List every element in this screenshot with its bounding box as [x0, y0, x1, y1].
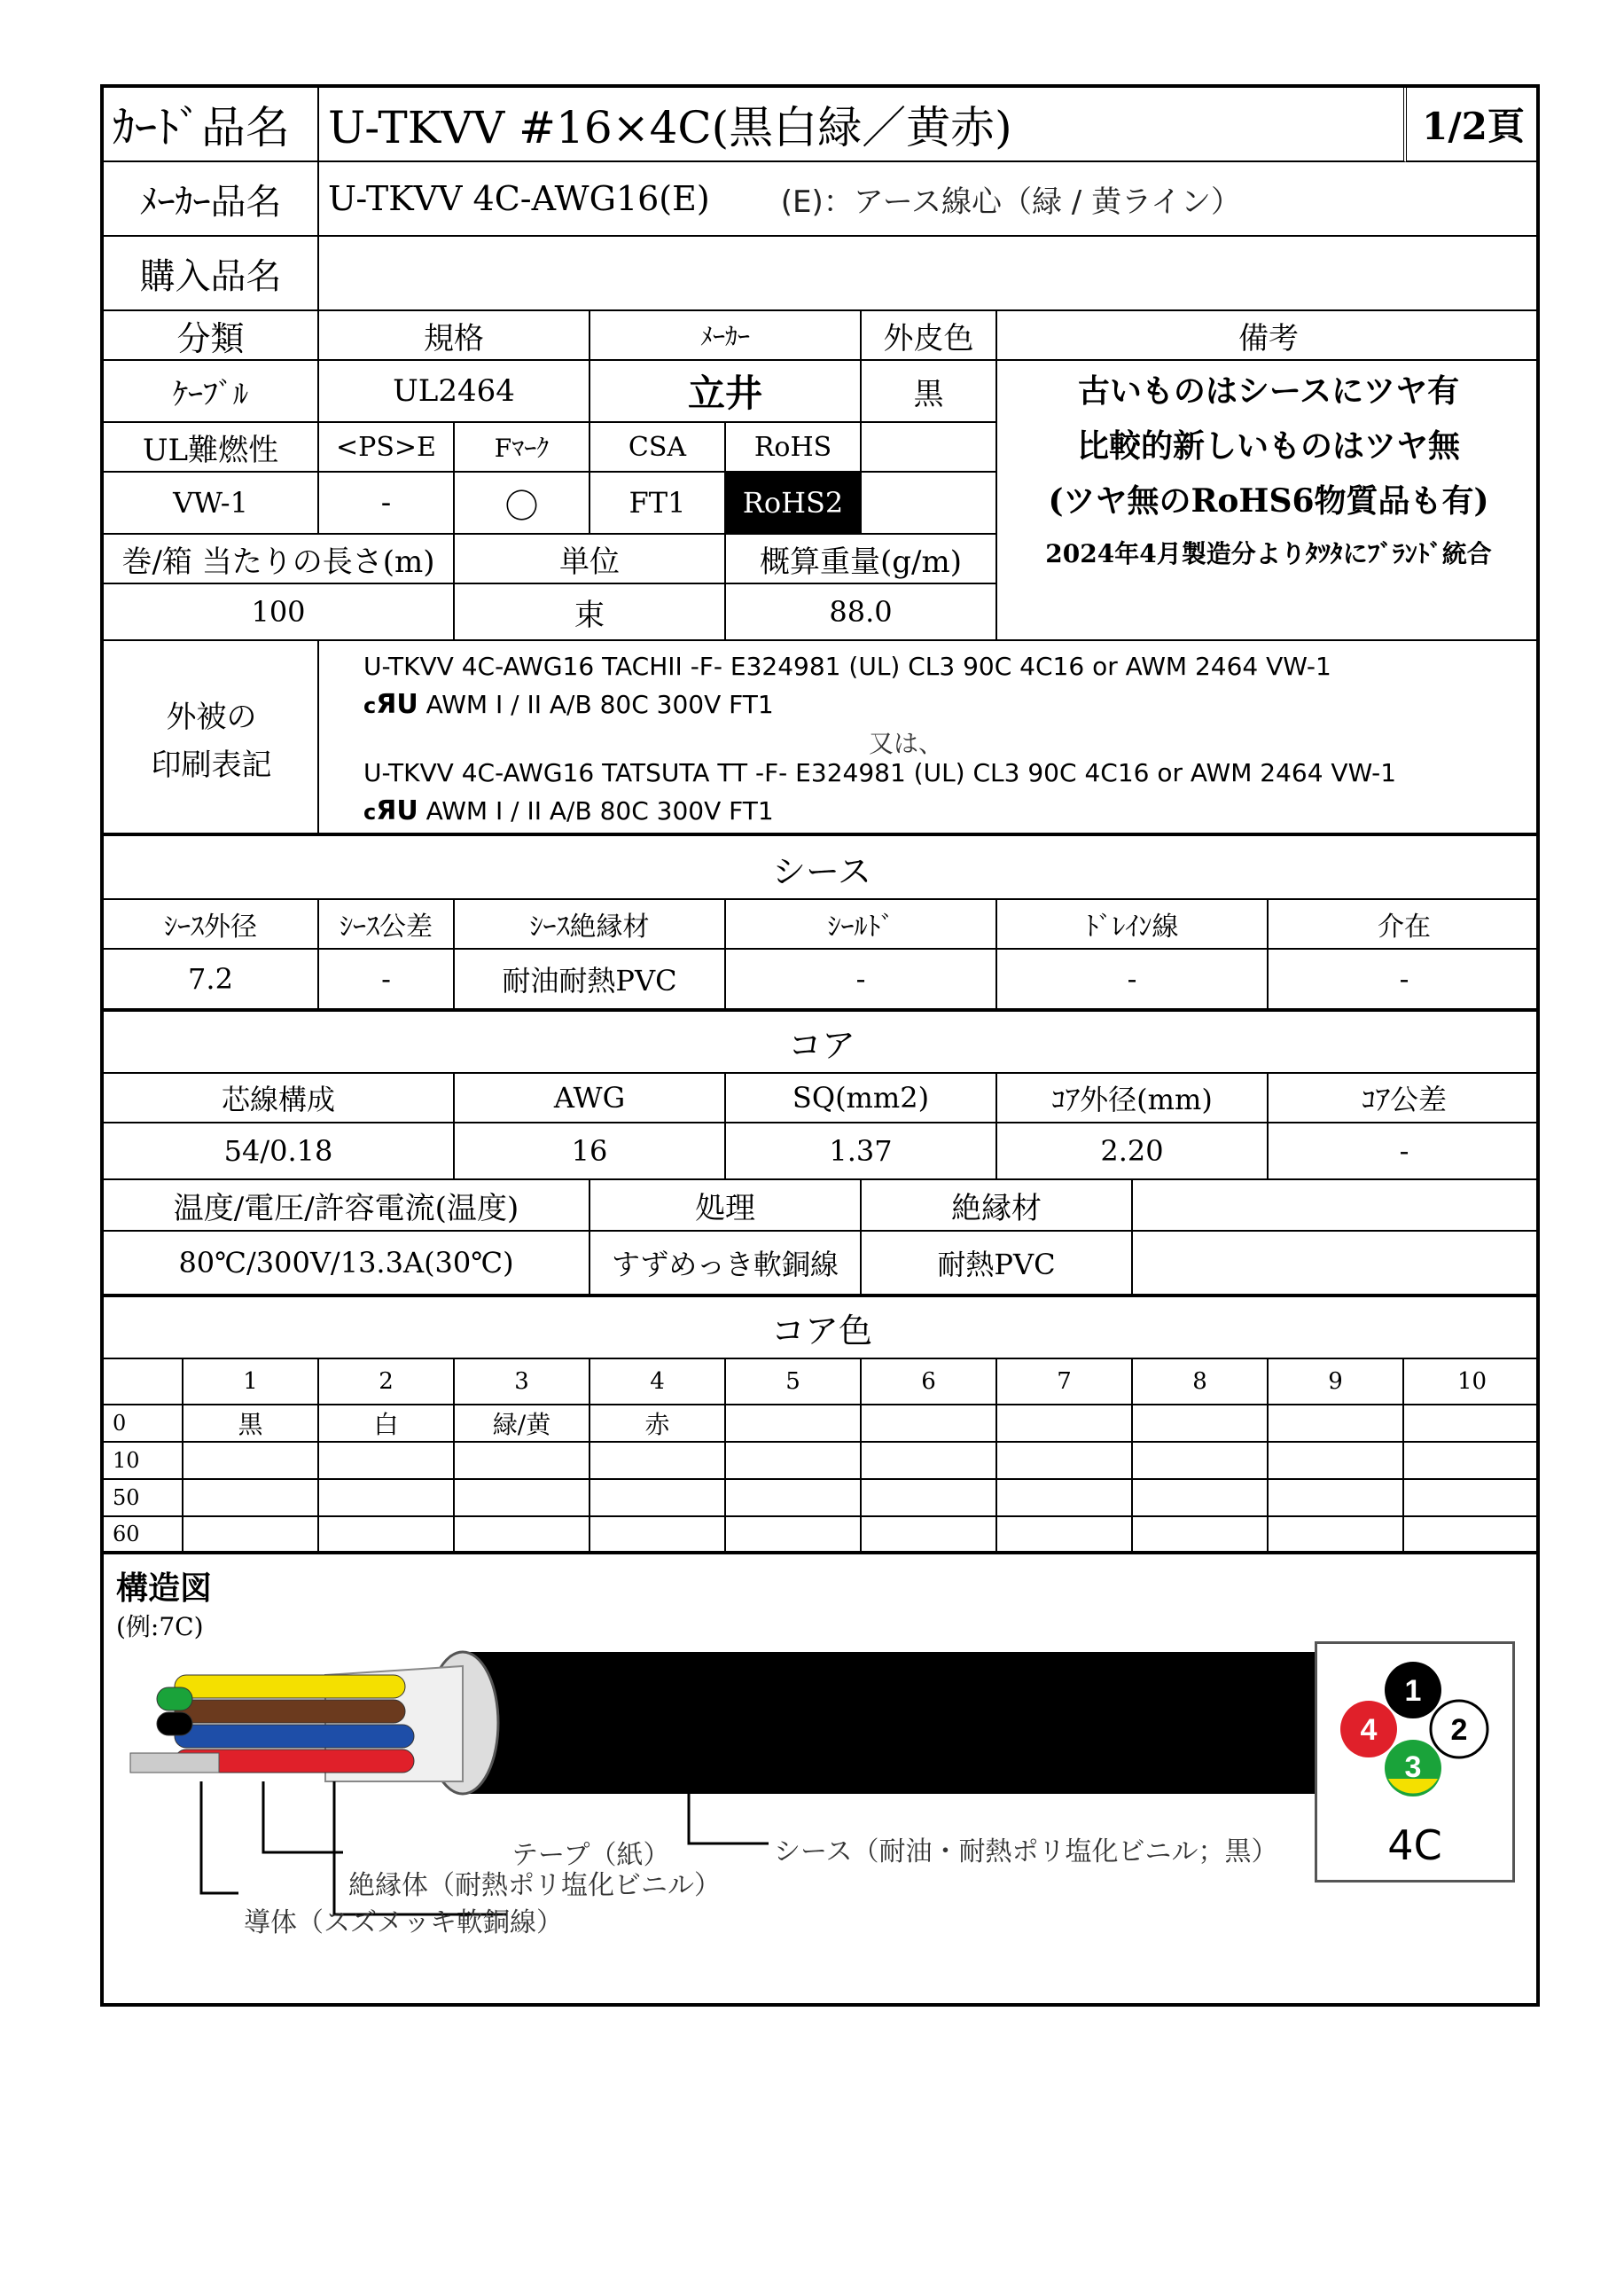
legend-circles — [1317, 1644, 1512, 1821]
sheath-header: ｼｰｽ絶縁材 — [455, 900, 726, 950]
printing-content — [319, 641, 1540, 836]
color-cell — [1133, 1517, 1269, 1554]
standard-value: UL2464 — [319, 361, 590, 423]
wire-yellow — [175, 1675, 405, 1698]
unit-value: 束 — [455, 584, 726, 641]
color-cell — [726, 1480, 862, 1517]
color-cell — [997, 1405, 1133, 1443]
color-cell — [455, 1443, 590, 1480]
color-col-header: 7 — [997, 1359, 1133, 1405]
remarks-box — [997, 361, 1540, 641]
color-cell — [862, 1517, 997, 1554]
h-blank — [862, 423, 997, 473]
purchase-name-label: 購入品名 — [104, 237, 319, 311]
maker-part-label: ﾒｰｶｰ品名 — [104, 162, 319, 237]
jacket-color-value: 黒 — [862, 361, 997, 423]
csa-value: FT1 — [590, 473, 726, 535]
color-cell — [726, 1517, 862, 1554]
color-cell — [1269, 1480, 1404, 1517]
color-cell — [726, 1443, 862, 1480]
legend-num-1: 1 — [1404, 1674, 1422, 1708]
color-col-header: 10 — [1404, 1359, 1540, 1405]
sheath-header: ｼｰｽ外径 — [104, 900, 319, 950]
h-jacket-color: 外皮色 — [862, 311, 997, 361]
sheath-value: 7.2 — [104, 950, 319, 1012]
purchase-name-value — [319, 237, 1540, 311]
ul-flame-value: VW-1 — [104, 473, 319, 535]
h-pse: <PS>E — [319, 423, 455, 473]
sheath-value: 耐油耐熱PVC — [455, 950, 726, 1012]
color-row-label: 60 — [104, 1517, 183, 1554]
sheath-value: - — [319, 950, 455, 1012]
h-remarks: 備考 — [997, 311, 1540, 361]
color-cell — [862, 1480, 997, 1517]
color-row-label: 10 — [104, 1443, 183, 1480]
core-header: AWG — [455, 1074, 726, 1123]
label-tape: テープ（紙） — [511, 1840, 670, 1871]
sheath-body — [463, 1652, 1376, 1794]
h-classification: 分類 — [104, 311, 319, 361]
maker-part-note: (E)：アース線心（緑 / 黄ライン） — [780, 184, 1242, 220]
sheath-header: ｼｰﾙﾄﾞ — [726, 900, 997, 950]
core-title: コア — [104, 1012, 1540, 1074]
color-cell — [997, 1480, 1133, 1517]
color-cell — [1133, 1480, 1269, 1517]
print-line-3: U-TKVV 4C-AWG16 TATSUTA TT -F- E324981 (UL) CL3 90C 4C16 or AWM 2464 VW-1 — [363, 758, 1397, 787]
color-cell: 赤 — [590, 1405, 726, 1443]
sheath-value: - — [997, 950, 1269, 1012]
core-header-2: 温度/電圧/許容電流(温度) — [104, 1180, 590, 1232]
legend-label: 4C — [1387, 1821, 1442, 1869]
h-rohs: RoHS — [726, 423, 862, 473]
ul-mark-icon: cЯU — [363, 689, 418, 720]
color-col-header: 2 — [319, 1359, 455, 1405]
h-maker: ﾒｰｶｰ — [590, 311, 862, 361]
color-cell — [1404, 1517, 1540, 1554]
classification-value: ｹｰﾌﾞﾙ — [104, 361, 319, 423]
h-length: 巻/箱 当たりの長さ(m) — [104, 535, 455, 584]
core-header-2 — [1133, 1180, 1540, 1232]
legend-num-2: 2 — [1450, 1713, 1468, 1747]
color-cell — [183, 1480, 319, 1517]
color-col-header: 5 — [726, 1359, 862, 1405]
core-header: SQ(mm2) — [726, 1074, 997, 1123]
color-cell — [590, 1443, 726, 1480]
page-number: 1/2頁 — [1407, 88, 1540, 162]
printing-label-1: 外被の — [166, 700, 257, 735]
color-cell — [726, 1405, 862, 1443]
h-f-mark: Fﾏｰｸ — [455, 423, 590, 473]
color-cell — [1133, 1405, 1269, 1443]
color-cell — [590, 1517, 726, 1554]
weight-value: 88.0 — [726, 584, 997, 641]
h-unit: 単位 — [455, 535, 726, 584]
h-csa: CSA — [590, 423, 726, 473]
wire-black — [157, 1712, 192, 1735]
color-row-label: 0 — [104, 1405, 183, 1443]
maker-part-value: U-TKVV 4C-AWG16(E) — [328, 179, 710, 218]
color-col-header: 6 — [862, 1359, 997, 1405]
legend-num-3: 3 — [1404, 1750, 1422, 1784]
sheath-value: - — [1269, 950, 1540, 1012]
card-name-label: ｶｰﾄﾞ品名 — [104, 88, 319, 162]
core-color-title: コア色 — [104, 1297, 1540, 1359]
maker-part-row — [319, 162, 1540, 237]
print-line-2-row — [363, 689, 774, 720]
color-cell — [1269, 1405, 1404, 1443]
color-cell — [319, 1480, 455, 1517]
h-ul-flame: UL難燃性 — [104, 423, 319, 473]
diagram-example: (例:7C) — [116, 1612, 204, 1641]
h-standard: 規格 — [319, 311, 590, 361]
card-name-value: U-TKVV #16×4C(黒白緑／黄赤) — [319, 88, 1407, 162]
h-weight: 概算重量(g/m) — [726, 535, 997, 584]
color-cell — [455, 1517, 590, 1554]
color-cell — [997, 1443, 1133, 1480]
conductor-leader — [201, 1781, 238, 1893]
core-value-2: 耐熱PVC — [862, 1232, 1133, 1297]
core-header: ｺｱ公差 — [1269, 1074, 1540, 1123]
color-row-label: 50 — [104, 1480, 183, 1517]
sheath-value: - — [726, 950, 997, 1012]
sheath-header: ｼｰｽ公差 — [319, 900, 455, 950]
insulator-leader — [263, 1781, 343, 1852]
length-value: 100 — [104, 584, 455, 641]
label-insulator: 絶縁体（耐熱ポリ塩化ビニル） — [348, 1870, 721, 1901]
printing-label-box — [104, 641, 319, 836]
color-cell: 緑/黄 — [455, 1405, 590, 1443]
wire-blue — [175, 1725, 414, 1748]
core-value-2: 80℃/300V/13.3A(30℃) — [104, 1232, 590, 1297]
print-line-1: U-TKVV 4C-AWG16 TACHII -F- E324981 (UL) CL3 90C 4C16 or AWM 2464 VW-1 — [363, 652, 1331, 681]
color-cell — [319, 1517, 455, 1554]
color-cell — [183, 1517, 319, 1554]
core-value-2: すずめっき軟銅線 — [590, 1232, 862, 1297]
color-cell — [1404, 1405, 1540, 1443]
sheath-header: 介在 — [1269, 900, 1540, 950]
color-col-header: 9 — [1269, 1359, 1404, 1405]
color-cell — [455, 1480, 590, 1517]
core-value: 16 — [455, 1123, 726, 1180]
wire-brown — [175, 1700, 405, 1723]
conductor — [130, 1753, 219, 1773]
label-sheath: シース（耐油・耐熱ポリ塩化ビニル；黒） — [774, 1836, 1278, 1867]
color-cell — [319, 1443, 455, 1480]
color-cell — [183, 1443, 319, 1480]
remark-1: 古いものはシースにツヤ有 — [1077, 372, 1460, 410]
pse-value: - — [319, 473, 455, 535]
print-line-2: AWM I / II A/B 80C 300V FT1 — [426, 690, 774, 719]
color-cell — [590, 1480, 726, 1517]
color-cell — [862, 1443, 997, 1480]
color-cell — [1133, 1443, 1269, 1480]
remark-4: 2024年4月製造分よりﾀﾂﾀにﾌﾞﾗﾝﾄﾞ統合 — [1045, 539, 1492, 568]
color-cell — [1269, 1517, 1404, 1554]
maker-value: 立井 — [590, 361, 862, 423]
remark-3: (ツヤ無のRoHS6物質品も有) — [1048, 482, 1489, 520]
print-line-4-row — [363, 795, 774, 826]
remark-2: 比較的新しいものはツヤ無 — [1076, 427, 1460, 465]
sheath-header: ﾄﾞﾚｲﾝ線 — [997, 900, 1269, 950]
color-cell — [1404, 1443, 1540, 1480]
core-header-2: 絶縁材 — [862, 1180, 1133, 1232]
color-cell: 黒 — [183, 1405, 319, 1443]
color-cell — [862, 1405, 997, 1443]
core-value: 2.20 — [997, 1123, 1269, 1180]
blank-value — [862, 473, 997, 535]
label-conductor: 導体（スズメッキ軟銅線） — [244, 1907, 563, 1938]
print-or: 又は、 — [869, 729, 944, 758]
rohs-value: RoHS2 — [726, 473, 862, 535]
ul-mark-icon: cЯU — [363, 795, 418, 826]
core-header: ｺｱ外径(mm) — [997, 1074, 1269, 1123]
sheath-title: シース — [104, 838, 1540, 900]
core-value: 1.37 — [726, 1123, 997, 1180]
wire-green — [157, 1687, 192, 1710]
color-cell — [997, 1517, 1133, 1554]
core-header: 芯線構成 — [104, 1074, 455, 1123]
f-mark-value: 〇 — [455, 473, 590, 535]
diagram-title: 構造図 — [116, 1570, 213, 1607]
color-col-header: 3 — [455, 1359, 590, 1405]
spec-card — [100, 84, 1540, 2007]
color-col-header: 4 — [590, 1359, 726, 1405]
core-value: 54/0.18 — [104, 1123, 455, 1180]
color-col-header: 8 — [1133, 1359, 1269, 1405]
color-cell: 白 — [319, 1405, 455, 1443]
core-header-2: 処理 — [590, 1180, 862, 1232]
print-line-4: AWM I / II A/B 80C 300V FT1 — [426, 796, 774, 826]
color-col-header: 1 — [183, 1359, 319, 1405]
core-value: - — [1269, 1123, 1540, 1180]
color-legend — [1315, 1641, 1515, 1883]
color-corner — [104, 1359, 183, 1405]
core-value-2 — [1133, 1232, 1540, 1297]
legend-num-4: 4 — [1360, 1713, 1378, 1747]
color-cell — [1404, 1480, 1540, 1517]
printing-label-2: 印刷表記 — [151, 748, 272, 783]
color-cell — [1269, 1443, 1404, 1480]
